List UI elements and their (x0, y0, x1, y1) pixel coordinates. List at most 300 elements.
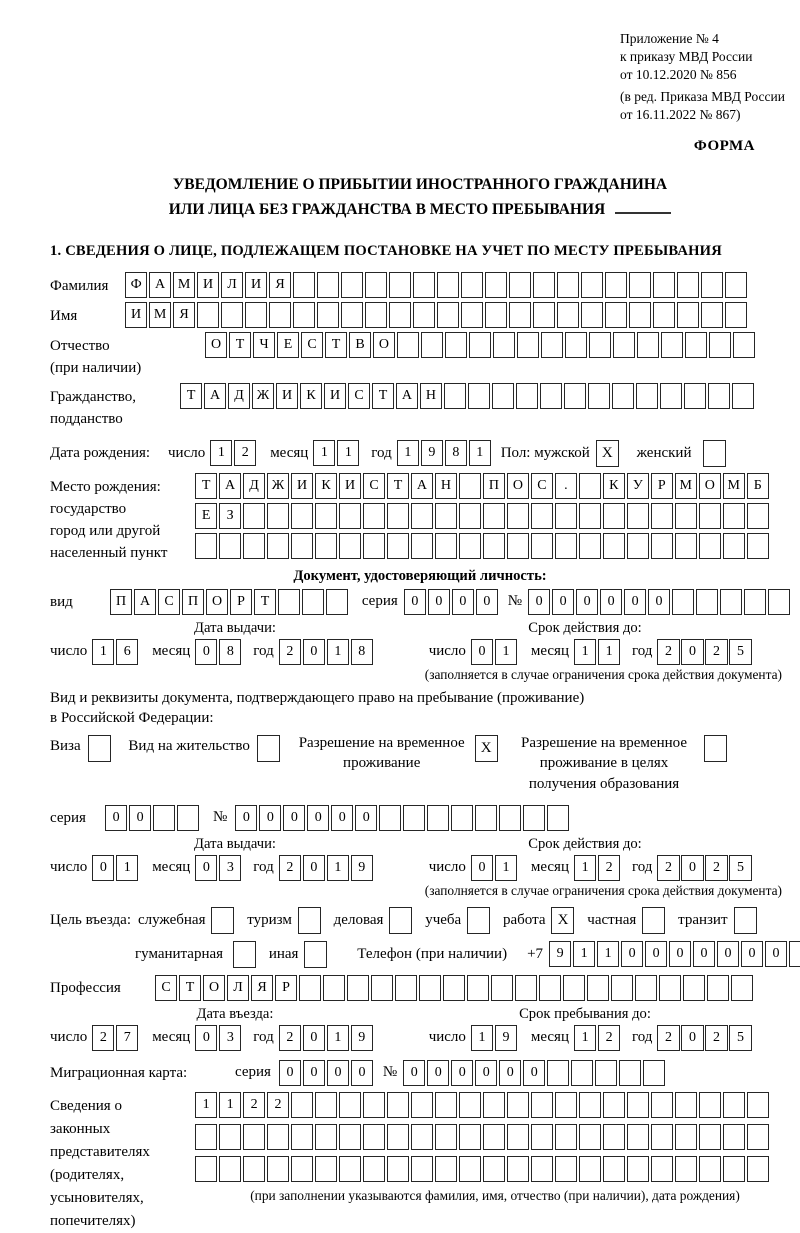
char-cell-empty[interactable] (387, 1124, 409, 1150)
char-cell-empty[interactable] (507, 533, 529, 559)
char-cell[interactable]: 2 (657, 1025, 679, 1051)
char-cell[interactable]: 0 (279, 1060, 301, 1086)
residence-permit-checkbox[interactable] (257, 733, 282, 762)
char-cell-empty[interactable] (603, 1092, 625, 1118)
char-cell-empty[interactable] (555, 1124, 577, 1150)
char-cell[interactable]: И (276, 383, 298, 409)
char-cell-empty[interactable] (411, 533, 433, 559)
char-cell-empty[interactable] (675, 1156, 697, 1182)
char-cell-empty[interactable] (347, 975, 369, 1001)
char-cell-empty[interactable] (699, 1092, 721, 1118)
char-cell[interactable]: . (555, 473, 577, 499)
char-cell-empty[interactable] (291, 533, 313, 559)
char-cell-empty[interactable] (547, 805, 569, 831)
char-cell[interactable]: 1 (495, 855, 517, 881)
char-cell[interactable]: 0 (92, 855, 114, 881)
char-cell-empty[interactable] (547, 1060, 569, 1086)
char-cell-empty[interactable] (323, 975, 345, 1001)
char-cell-empty[interactable] (326, 589, 348, 615)
char-cell[interactable]: А (411, 473, 433, 499)
char-cell-empty[interactable] (539, 975, 561, 1001)
char-cell[interactable]: 0 (105, 805, 127, 831)
char-cell[interactable]: И (324, 383, 346, 409)
char-cell-empty[interactable] (515, 975, 537, 1001)
char-cell-empty[interactable] (579, 533, 601, 559)
char-cell-empty[interactable] (675, 533, 697, 559)
char-cell[interactable]: 1 (397, 440, 419, 466)
char-cell-empty[interactable] (363, 503, 385, 529)
char-cell[interactable]: Е (277, 332, 299, 358)
char-cell-empty[interactable] (195, 533, 217, 559)
char-cell[interactable]: С (363, 473, 385, 499)
char-cell[interactable]: 0 (327, 1060, 349, 1086)
char-cell-empty[interactable] (555, 1156, 577, 1182)
char-cell[interactable]: 8 (445, 440, 467, 466)
char-cell-empty[interactable] (317, 302, 339, 328)
char-cell-empty[interactable] (499, 805, 521, 831)
char-cell[interactable]: С (348, 383, 370, 409)
char-cell[interactable]: Р (651, 473, 673, 499)
char-cell-empty[interactable] (269, 302, 291, 328)
char-cell[interactable]: З (219, 503, 241, 529)
char-cell-empty[interactable] (653, 272, 675, 298)
char-cell[interactable]: 0 (528, 589, 550, 615)
char-cell-empty[interactable] (339, 1124, 361, 1150)
char-cell[interactable]: 0 (645, 941, 667, 967)
char-cell-empty[interactable] (243, 503, 265, 529)
char-cell-empty[interactable] (579, 1156, 601, 1182)
char-cell[interactable]: 0 (351, 1060, 373, 1086)
char-cell[interactable]: 0 (404, 589, 426, 615)
char-cell[interactable]: 9 (495, 1025, 517, 1051)
char-cell-empty[interactable] (317, 272, 339, 298)
char-cell-empty[interactable] (467, 975, 489, 1001)
char-cell-empty[interactable] (197, 302, 219, 328)
purpose-tourism-checkbox[interactable] (298, 907, 323, 934)
char-cell-empty[interactable] (579, 1124, 601, 1150)
sex-female-checkbox[interactable] (703, 440, 728, 467)
char-cell-empty[interactable] (483, 1092, 505, 1118)
char-cell-empty[interactable] (341, 272, 363, 298)
char-cell[interactable]: 1 (574, 855, 596, 881)
char-cell[interactable]: П (110, 589, 132, 615)
char-cell[interactable]: 0 (303, 1060, 325, 1086)
char-cell[interactable]: 0 (451, 1060, 473, 1086)
char-cell-empty[interactable] (627, 503, 649, 529)
char-cell-empty[interactable] (437, 302, 459, 328)
char-cell[interactable]: 0 (476, 589, 498, 615)
char-cell[interactable]: О (507, 473, 529, 499)
char-cell[interactable]: Р (275, 975, 297, 1001)
char-cell[interactable]: Т (195, 473, 217, 499)
char-cell[interactable]: 0 (331, 805, 353, 831)
char-cell[interactable]: 0 (475, 1060, 497, 1086)
char-cell-empty[interactable] (411, 1092, 433, 1118)
char-cell-empty[interactable] (533, 272, 555, 298)
char-cell[interactable]: 1 (574, 1025, 596, 1051)
char-cell[interactable]: М (675, 473, 697, 499)
char-cell-empty[interactable] (612, 383, 634, 409)
char-cell[interactable]: 1 (195, 1092, 217, 1118)
char-cell-empty[interactable] (291, 1124, 313, 1150)
char-cell-empty[interactable] (291, 1092, 313, 1118)
char-cell[interactable]: А (204, 383, 226, 409)
char-cell[interactable]: X (596, 440, 619, 467)
char-cell-empty[interactable] (627, 1156, 649, 1182)
char-cell[interactable]: 0 (523, 1060, 545, 1086)
char-cell-empty[interactable] (459, 1124, 481, 1150)
char-cell[interactable]: 0 (681, 1025, 703, 1051)
char-cell[interactable]: 0 (303, 855, 325, 881)
char-cell[interactable]: 0 (552, 589, 574, 615)
char-cell-empty[interactable] (257, 735, 280, 762)
char-cell-empty[interactable] (642, 907, 665, 934)
char-cell-empty[interactable] (451, 805, 473, 831)
char-cell-empty[interactable] (723, 1156, 745, 1182)
char-cell[interactable]: 5 (729, 855, 751, 881)
char-cell[interactable]: А (396, 383, 418, 409)
char-cell-empty[interactable] (723, 503, 745, 529)
char-cell[interactable]: О (373, 332, 395, 358)
char-cell-empty[interactable] (627, 533, 649, 559)
char-cell-empty[interactable] (444, 383, 466, 409)
char-cell[interactable]: 0 (303, 1025, 325, 1051)
char-cell[interactable]: М (723, 473, 745, 499)
char-cell[interactable]: 7 (116, 1025, 138, 1051)
char-cell-empty[interactable] (177, 805, 199, 831)
char-cell-empty[interactable] (507, 1092, 529, 1118)
char-cell-empty[interactable] (411, 1156, 433, 1182)
char-cell-empty[interactable] (603, 1156, 625, 1182)
char-cell-empty[interactable] (703, 440, 726, 467)
char-cell-empty[interactable] (557, 272, 579, 298)
char-cell[interactable]: Т (179, 975, 201, 1001)
char-cell-empty[interactable] (278, 589, 300, 615)
char-cell-empty[interactable] (563, 975, 585, 1001)
char-cell[interactable]: И (197, 272, 219, 298)
char-cell[interactable]: И (339, 473, 361, 499)
char-cell[interactable]: 1 (327, 855, 349, 881)
char-cell[interactable]: 2 (267, 1092, 289, 1118)
char-cell[interactable]: А (219, 473, 241, 499)
char-cell-empty[interactable] (603, 1124, 625, 1150)
char-cell[interactable]: О (206, 589, 228, 615)
char-cell[interactable]: С (301, 332, 323, 358)
char-cell-empty[interactable] (403, 805, 425, 831)
purpose-official-checkbox[interactable] (211, 907, 236, 934)
char-cell-empty[interactable] (435, 503, 457, 529)
char-cell-empty[interactable] (291, 503, 313, 529)
char-cell[interactable]: 2 (657, 855, 679, 881)
purpose-transit-checkbox[interactable] (734, 907, 759, 934)
char-cell-empty[interactable] (611, 975, 633, 1001)
char-cell-empty[interactable] (555, 1092, 577, 1118)
char-cell-empty[interactable] (435, 1092, 457, 1118)
char-cell-empty[interactable] (595, 1060, 617, 1086)
char-cell[interactable]: 2 (705, 639, 727, 665)
char-cell-empty[interactable] (475, 805, 497, 831)
char-cell-empty[interactable] (683, 975, 705, 1001)
char-cell-empty[interactable] (509, 302, 531, 328)
char-cell[interactable]: 0 (283, 805, 305, 831)
char-cell[interactable]: С (155, 975, 177, 1001)
char-cell-empty[interactable] (389, 302, 411, 328)
char-cell-empty[interactable] (507, 503, 529, 529)
char-cell-empty[interactable] (661, 332, 683, 358)
char-cell[interactable]: Л (227, 975, 249, 1001)
char-cell-empty[interactable] (395, 975, 417, 1001)
char-cell[interactable]: 0 (499, 1060, 521, 1086)
char-cell-empty[interactable] (723, 533, 745, 559)
char-cell-empty[interactable] (589, 332, 611, 358)
char-cell-empty[interactable] (363, 1156, 385, 1182)
char-cell-empty[interactable] (555, 503, 577, 529)
char-cell[interactable]: 0 (600, 589, 622, 615)
char-cell-empty[interactable] (243, 1124, 265, 1150)
char-cell-empty[interactable] (459, 1092, 481, 1118)
char-cell[interactable]: 0 (452, 589, 474, 615)
char-cell[interactable]: Т (387, 473, 409, 499)
char-cell-empty[interactable] (491, 975, 513, 1001)
char-cell-empty[interactable] (339, 533, 361, 559)
char-cell-empty[interactable] (371, 975, 393, 1001)
char-cell-empty[interactable] (221, 302, 243, 328)
char-cell[interactable]: 1 (597, 941, 619, 967)
temp-residence-checkbox[interactable] (475, 733, 500, 762)
char-cell[interactable]: 0 (303, 639, 325, 665)
char-cell-empty[interactable] (720, 589, 742, 615)
char-cell-empty[interactable] (571, 1060, 593, 1086)
char-cell-empty[interactable] (699, 1124, 721, 1150)
char-cell[interactable]: Т (254, 589, 276, 615)
char-cell-empty[interactable] (731, 975, 753, 1001)
char-cell[interactable]: 0 (741, 941, 763, 967)
char-cell-empty[interactable] (605, 302, 627, 328)
char-cell-empty[interactable] (603, 503, 625, 529)
char-cell[interactable]: Я (173, 302, 195, 328)
char-cell[interactable]: 9 (421, 440, 443, 466)
char-cell-empty[interactable] (315, 1124, 337, 1150)
char-cell[interactable]: 2 (234, 440, 256, 466)
char-cell-empty[interactable] (389, 272, 411, 298)
char-cell-empty[interactable] (732, 383, 754, 409)
char-cell[interactable]: 0 (624, 589, 646, 615)
purpose-business-checkbox[interactable] (389, 907, 414, 934)
char-cell[interactable]: 1 (219, 1092, 241, 1118)
char-cell[interactable]: 9 (549, 941, 571, 967)
char-cell-empty[interactable] (397, 332, 419, 358)
char-cell-empty[interactable] (233, 941, 256, 968)
char-cell-empty[interactable] (483, 503, 505, 529)
purpose-humanitarian-checkbox[interactable] (233, 941, 258, 968)
char-cell[interactable]: Н (435, 473, 457, 499)
char-cell[interactable]: 2 (92, 1025, 114, 1051)
char-cell[interactable]: Ч (253, 332, 275, 358)
char-cell-empty[interactable] (427, 805, 449, 831)
char-cell-empty[interactable] (365, 302, 387, 328)
char-cell[interactable]: 1 (327, 1025, 349, 1051)
char-cell-empty[interactable] (493, 332, 515, 358)
char-cell[interactable]: П (182, 589, 204, 615)
char-cell[interactable]: 1 (116, 855, 138, 881)
char-cell-empty[interactable] (153, 805, 175, 831)
char-cell-empty[interactable] (557, 302, 579, 328)
char-cell-empty[interactable] (677, 272, 699, 298)
char-cell[interactable]: Я (269, 272, 291, 298)
temp-residence-edu-checkbox[interactable] (704, 733, 729, 762)
char-cell-empty[interactable] (533, 302, 555, 328)
char-cell-empty[interactable] (627, 1124, 649, 1150)
char-cell[interactable]: 2 (705, 1025, 727, 1051)
char-cell-empty[interactable] (675, 503, 697, 529)
char-cell-empty[interactable] (492, 383, 514, 409)
char-cell-empty[interactable] (468, 383, 490, 409)
char-cell-empty[interactable] (461, 302, 483, 328)
char-cell[interactable]: 0 (195, 855, 217, 881)
char-cell-empty[interactable] (304, 941, 327, 968)
char-cell-empty[interactable] (211, 907, 234, 934)
char-cell-empty[interactable] (789, 941, 800, 967)
char-cell[interactable]: 6 (116, 639, 138, 665)
char-cell-empty[interactable] (459, 473, 481, 499)
char-cell[interactable]: 1 (574, 639, 596, 665)
char-cell[interactable]: 0 (693, 941, 715, 967)
char-cell[interactable]: 0 (648, 589, 670, 615)
char-cell[interactable]: С (158, 589, 180, 615)
char-cell[interactable]: К (315, 473, 337, 499)
char-cell-empty[interactable] (651, 1092, 673, 1118)
char-cell-empty[interactable] (747, 1124, 769, 1150)
char-cell-empty[interactable] (725, 302, 747, 328)
char-cell[interactable]: 0 (235, 805, 257, 831)
char-cell[interactable]: 1 (495, 639, 517, 665)
char-cell-empty[interactable] (459, 533, 481, 559)
char-cell[interactable]: 0 (129, 805, 151, 831)
char-cell[interactable]: Н (420, 383, 442, 409)
char-cell[interactable]: 0 (428, 589, 450, 615)
char-cell-empty[interactable] (627, 1092, 649, 1118)
char-cell[interactable]: Л (221, 272, 243, 298)
char-cell-empty[interactable] (469, 332, 491, 358)
char-cell-empty[interactable] (635, 975, 657, 1001)
char-cell[interactable]: 0 (681, 855, 703, 881)
char-cell[interactable]: 8 (219, 639, 241, 665)
char-cell-empty[interactable] (747, 1156, 769, 1182)
char-cell[interactable]: 1 (92, 639, 114, 665)
char-cell-empty[interactable] (298, 907, 321, 934)
char-cell[interactable]: 9 (351, 1025, 373, 1051)
char-cell[interactable]: 1 (573, 941, 595, 967)
char-cell-empty[interactable] (709, 332, 731, 358)
char-cell-empty[interactable] (677, 302, 699, 328)
char-cell[interactable]: X (551, 907, 574, 934)
char-cell-empty[interactable] (443, 975, 465, 1001)
char-cell[interactable]: 0 (259, 805, 281, 831)
char-cell[interactable]: В (349, 332, 371, 358)
char-cell-empty[interactable] (733, 332, 755, 358)
char-cell[interactable]: П (483, 473, 505, 499)
visa-checkbox[interactable] (88, 733, 113, 762)
char-cell-empty[interactable] (564, 383, 586, 409)
char-cell-empty[interactable] (387, 533, 409, 559)
char-cell-empty[interactable] (734, 907, 757, 934)
char-cell-empty[interactable] (684, 383, 706, 409)
char-cell-empty[interactable] (483, 533, 505, 559)
char-cell-empty[interactable] (315, 1156, 337, 1182)
char-cell-empty[interactable] (747, 533, 769, 559)
char-cell-empty[interactable] (531, 1092, 553, 1118)
char-cell-empty[interactable] (387, 1156, 409, 1182)
char-cell-empty[interactable] (267, 503, 289, 529)
char-cell-empty[interactable] (643, 1060, 665, 1086)
char-cell-empty[interactable] (707, 975, 729, 1001)
char-cell[interactable]: X (475, 735, 498, 762)
char-cell[interactable]: Д (243, 473, 265, 499)
char-cell-empty[interactable] (699, 533, 721, 559)
char-cell[interactable]: А (134, 589, 156, 615)
purpose-other-checkbox[interactable] (304, 941, 329, 968)
char-cell-empty[interactable] (483, 1156, 505, 1182)
char-cell-empty[interactable] (696, 589, 718, 615)
char-cell-empty[interactable] (555, 533, 577, 559)
char-cell[interactable]: И (291, 473, 313, 499)
char-cell-empty[interactable] (651, 1124, 673, 1150)
char-cell-empty[interactable] (699, 1156, 721, 1182)
char-cell[interactable]: 0 (471, 639, 493, 665)
char-cell-empty[interactable] (613, 332, 635, 358)
char-cell-empty[interactable] (587, 975, 609, 1001)
char-cell-empty[interactable] (540, 383, 562, 409)
char-cell[interactable]: 0 (427, 1060, 449, 1086)
char-cell-empty[interactable] (768, 589, 790, 615)
char-cell-empty[interactable] (579, 503, 601, 529)
char-cell-empty[interactable] (723, 1092, 745, 1118)
char-cell[interactable]: 0 (576, 589, 598, 615)
purpose-private-checkbox[interactable] (642, 907, 667, 934)
char-cell-empty[interactable] (651, 503, 673, 529)
char-cell-empty[interactable] (485, 272, 507, 298)
char-cell-empty[interactable] (363, 1092, 385, 1118)
char-cell-empty[interactable] (379, 805, 401, 831)
char-cell[interactable]: И (245, 272, 267, 298)
char-cell-empty[interactable] (293, 302, 315, 328)
char-cell-empty[interactable] (219, 533, 241, 559)
sex-male-checkbox[interactable] (596, 440, 621, 467)
char-cell-empty[interactable] (507, 1156, 529, 1182)
char-cell[interactable]: С (531, 473, 553, 499)
char-cell[interactable]: О (203, 975, 225, 1001)
char-cell-empty[interactable] (629, 272, 651, 298)
char-cell-empty[interactable] (565, 332, 587, 358)
char-cell[interactable]: 0 (307, 805, 329, 831)
char-cell[interactable]: 0 (765, 941, 787, 967)
char-cell-empty[interactable] (243, 533, 265, 559)
char-cell-empty[interactable] (603, 533, 625, 559)
char-cell-empty[interactable] (363, 533, 385, 559)
char-cell-empty[interactable] (245, 302, 267, 328)
char-cell-empty[interactable] (267, 533, 289, 559)
char-cell-empty[interactable] (341, 302, 363, 328)
char-cell-empty[interactable] (267, 1124, 289, 1150)
char-cell-empty[interactable] (581, 272, 603, 298)
char-cell[interactable]: Ж (252, 383, 274, 409)
char-cell-empty[interactable] (629, 302, 651, 328)
char-cell-empty[interactable] (387, 1092, 409, 1118)
char-cell[interactable]: М (149, 302, 171, 328)
char-cell[interactable]: 0 (621, 941, 643, 967)
char-cell-empty[interactable] (531, 503, 553, 529)
char-cell-empty[interactable] (339, 503, 361, 529)
